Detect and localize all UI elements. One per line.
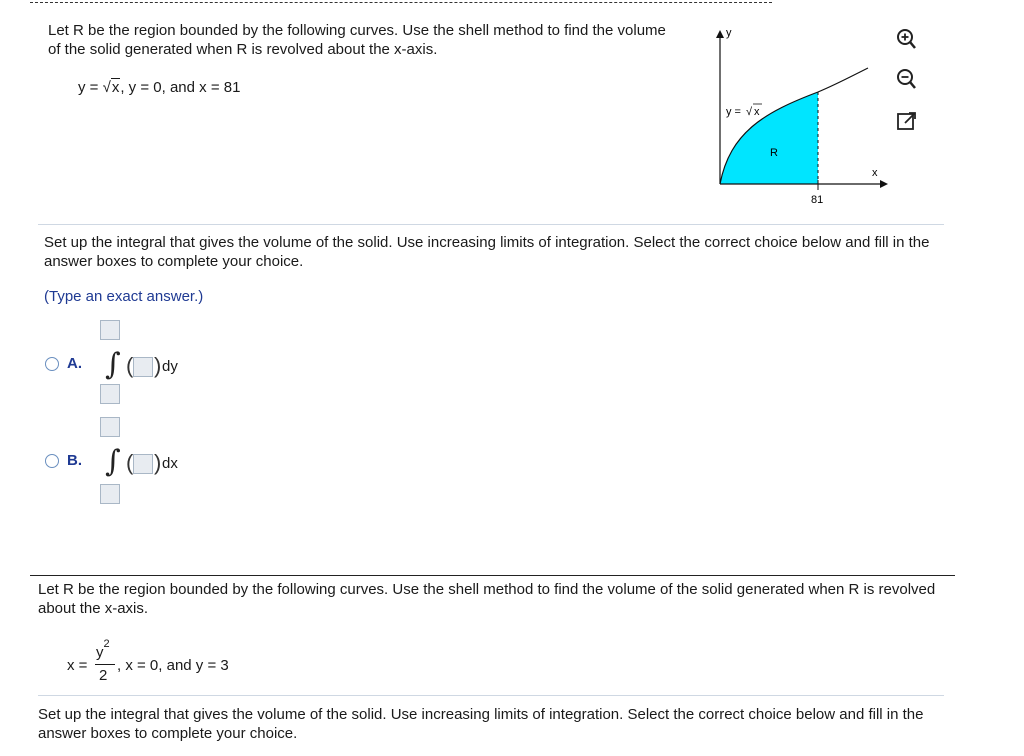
eq2-rest: , x = 0, and y = 3	[117, 657, 229, 674]
choice-a-open-paren: (	[126, 353, 134, 378]
eq2-num-exp: 2	[103, 638, 110, 650]
choice-a-close-paren: )	[154, 353, 162, 378]
question-1-equation	[78, 79, 240, 96]
sqrt-sign: √	[102, 79, 111, 96]
choice-b-open-paren: (	[126, 450, 134, 475]
choice-a-integrand[interactable]	[133, 357, 153, 377]
zoom-in-icon[interactable]	[895, 28, 917, 50]
curve-label-sqrt: √	[746, 106, 753, 118]
question-1-instruction: Set up the integral that gives the volume of the solid. Use increasing limits of integration. Select the correct choice below and fill in the answer boxes to complete your choice.	[44, 234, 930, 270]
choice-a-integral-sign: ∫	[105, 347, 121, 382]
curve-label-radicand: x	[754, 106, 760, 118]
choice-b-integral-sign: ∫	[105, 444, 121, 479]
choice-b-lower-limit[interactable]	[100, 484, 120, 504]
choice-a-radio[interactable]	[45, 357, 59, 371]
question-divider	[30, 575, 955, 576]
choice-a-variable: dy	[162, 358, 178, 375]
graph-svg	[700, 22, 900, 212]
x-tick-label: 81	[811, 194, 824, 206]
region-graph	[700, 22, 900, 212]
section-divider-1	[38, 224, 944, 225]
answer-hint: (Type an exact answer.)	[44, 288, 204, 305]
curve-label-prefix: y =	[726, 106, 741, 118]
eq2-frac-den: 2	[99, 667, 108, 684]
choice-b-radio[interactable]	[45, 454, 59, 468]
choice-b-integrand[interactable]	[133, 454, 153, 474]
eq1-lhs: y =	[78, 79, 99, 96]
choice-a-label: A.	[67, 355, 82, 372]
x-axis-arrow	[880, 180, 888, 188]
x-axis-label: x	[872, 167, 878, 179]
popout-icon[interactable]	[896, 110, 918, 132]
choice-a-lower-limit[interactable]	[100, 384, 120, 404]
eq2-frac-bar	[95, 664, 115, 665]
eq1-radicand: x	[111, 79, 120, 96]
question-2-prompt: Let R be the region bounded by the following curves. Use the shell method to find the volume of the solid generated when R is revolved about the x-axis.	[38, 581, 936, 617]
choice-b-close-paren: )	[154, 450, 162, 475]
eq2-lhs: x =	[67, 657, 88, 674]
choice-b-upper-limit[interactable]	[100, 417, 120, 437]
question-2-instruction: Set up the integral that gives the volume of the solid. Use increasing limits of integration. Select the correct choice below and fill in the answer boxes to complete your choice.	[38, 706, 924, 742]
zoom-out-icon[interactable]	[895, 68, 917, 90]
y-axis-arrow	[716, 30, 724, 38]
section-divider-2	[38, 695, 944, 696]
choice-b-label: B.	[67, 452, 82, 469]
eq2-num-var: y	[96, 644, 104, 661]
y-axis-label: y	[726, 27, 732, 39]
top-dashed-divider	[30, 2, 772, 3]
choice-a-upper-limit[interactable]	[100, 320, 120, 340]
eq1-rest: , y = 0, and x = 81	[120, 79, 241, 96]
choice-b-variable: dx	[162, 455, 178, 472]
eq2-frac-num	[96, 638, 110, 661]
region-label: R	[770, 147, 778, 159]
question-1-prompt: Let R be the region bounded by the following curves. Use the shell method to find the volume of the solid generated when R is revolved about the x-axis.	[48, 22, 666, 58]
